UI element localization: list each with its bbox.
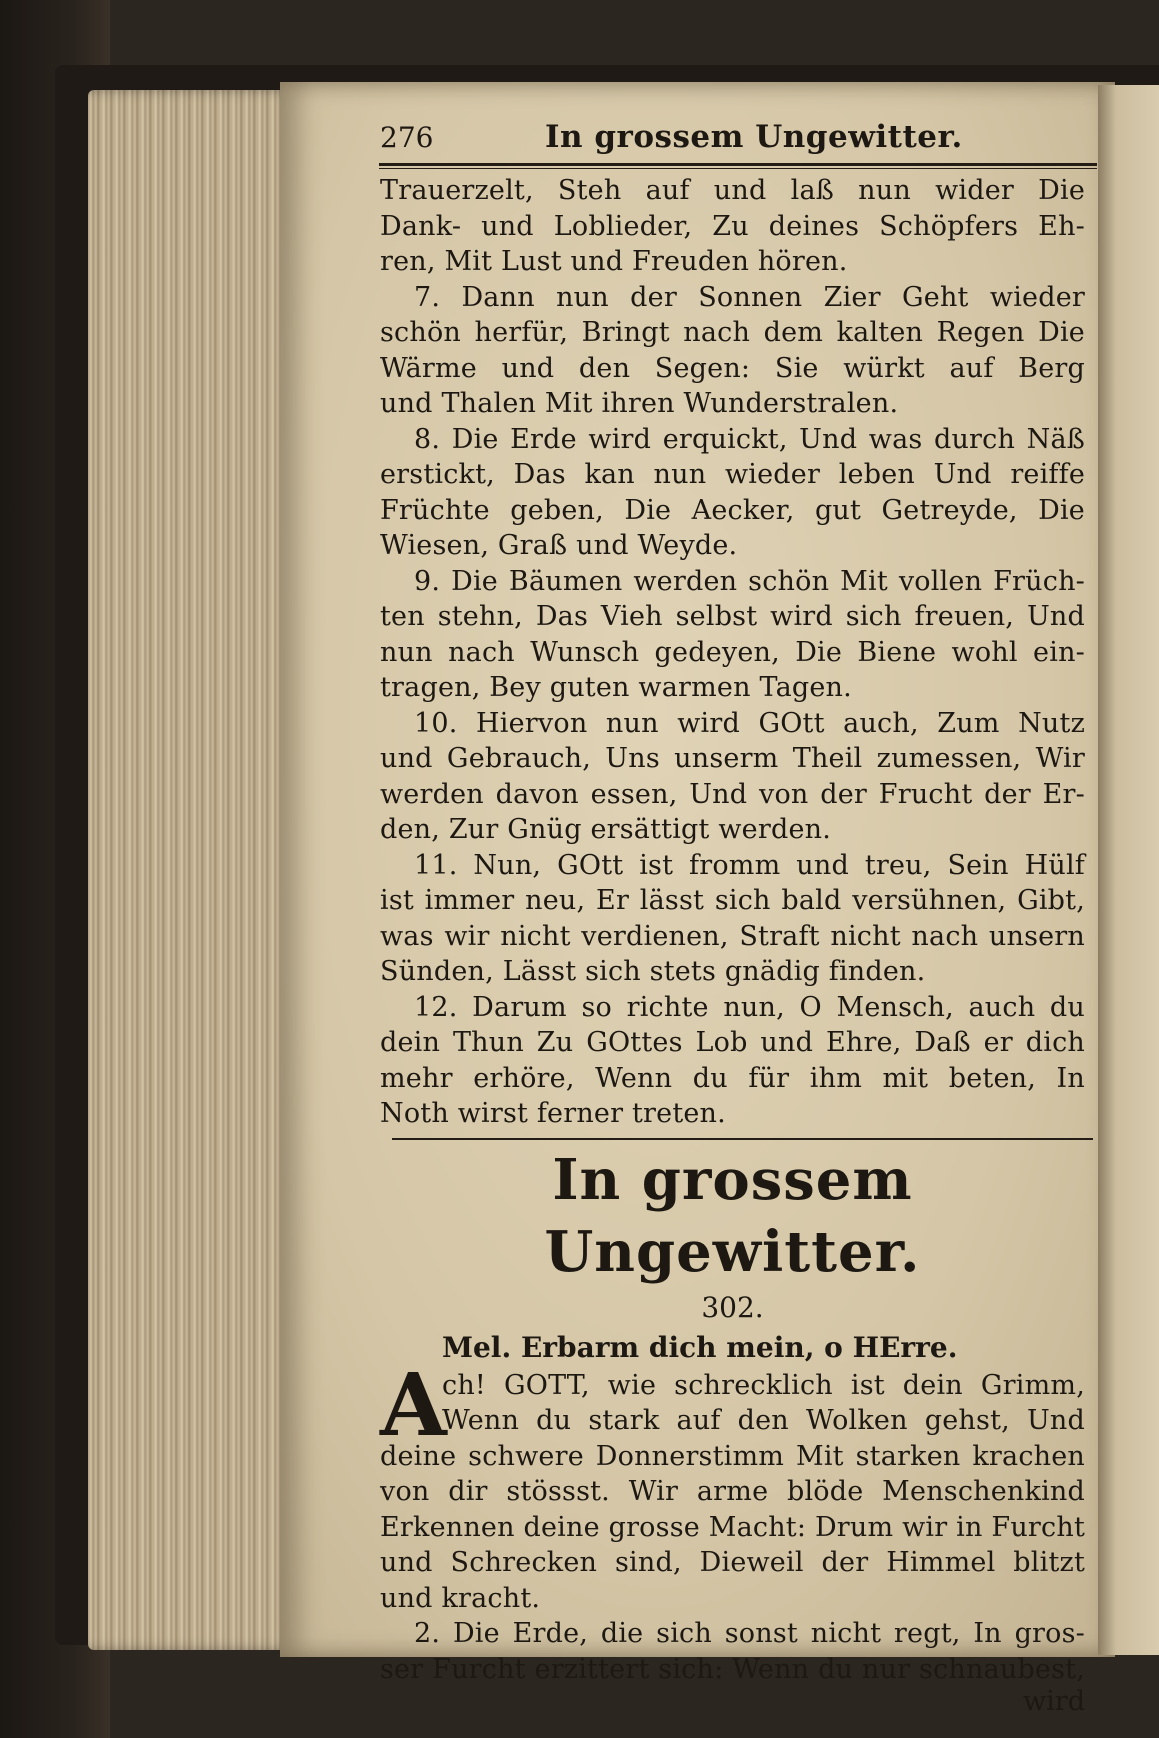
text-line: schön herfür, Bringt nach dem kalten Regen Die: [380, 317, 1085, 348]
text-line: Früchte geben, Die Aecker, gut Getreyde, Die: [380, 494, 1085, 526]
text-line: Trauerzelt, Steh auf und laß nun wider Die: [380, 175, 1085, 206]
stanza-start-line: 9. Die Bäumen werden schön Mit vollen Früch-: [414, 565, 1085, 597]
text-line: ser Furcht erzittert sich: Wenn du nur schnaubest,: [380, 1653, 1085, 1685]
running-head: In grossem Ungewitter.: [545, 119, 963, 155]
text-line: ren, Mit Lust und Freuden hören.: [380, 246, 848, 277]
text-line: was wir nicht verdienen, Straft nicht nach unsern: [380, 920, 1085, 952]
drop-cap: A: [380, 1354, 447, 1456]
text-line: tragen, Bey guten warmen Tagen.: [380, 672, 852, 703]
hymn-title: In grossem Ungewitter.: [544, 1146, 921, 1285]
stanza-start-line: 2. Die Erde, die sich sonst nicht regt, In gros-: [414, 1618, 1085, 1649]
text-line: und kracht.: [380, 1582, 541, 1614]
catchword: wird: [1023, 1686, 1085, 1717]
stanza-start-line: 8. Die Erde wird erquickt, Und was durch Näß: [414, 423, 1085, 455]
text-line: ch! GOTT, wie schrecklich ist dein Grimm,: [442, 1369, 1085, 1401]
text-line: ist immer neu, Er lässt sich bald versühnen, Gibt,: [380, 885, 1085, 916]
text-line: und Gebrauch, Uns unserm Theil zumessen, Wir: [380, 743, 1085, 774]
text-line: von dir stössst. Wir arme blöde Menschenkind: [380, 1476, 1085, 1507]
previous-hymn: [380, 173, 1085, 1132]
text-line: mehr erhöre, Wenn du für ihm mit beten, In: [380, 1062, 1085, 1094]
text-line: nun nach Wunsch gedeyen, Die Biene wohl ein-: [380, 636, 1085, 668]
text-line: ten stehn, Das Vieh selbst wird sich freuen, Und: [380, 601, 1085, 632]
hymn-number: 302.: [701, 1290, 764, 1324]
text-line: Sünden, Lässt sich stets gnädig finden.: [380, 956, 926, 987]
text-line: den, Zur Gnüg ersättigt werden.: [380, 814, 831, 845]
text-line: und Schrecken sind, Dieweil der Himmel blitzt: [380, 1547, 1085, 1578]
header-rule: [379, 163, 1097, 169]
text-line: Erkennen deine grosse Macht: Drum wir in Furcht: [380, 1511, 1085, 1543]
text-line: Noth wirst ferner treten.: [380, 1098, 726, 1129]
stanza-start-line: 12. Darum so richte nun, O Mensch, auch du: [414, 991, 1085, 1023]
first-stanza: [380, 1354, 1085, 1688]
text-line: Wärme und den Segen: Sie würkt auf Berg: [380, 352, 1085, 384]
text-line: Dank- und Loblieder, Zu deines Schöpfers Eh-: [380, 210, 1085, 242]
text-line: werden davon essen, Und von der Frucht der Er-: [380, 778, 1085, 810]
text-line: und Thalen Mit ihren Wunderstralen.: [380, 388, 899, 419]
text-line: deine schwere Donnerstimm Mit starken krachen: [380, 1440, 1085, 1472]
page-text: [380, 115, 1085, 1717]
text-line: Wiesen, Graß und Weyde.: [380, 530, 738, 561]
page-header: [380, 115, 1085, 163]
text-line: Wenn du stark auf den Wolken gehst, Und: [442, 1405, 1085, 1436]
text-line: dein Thun Zu GOttes Lob und Ehre, Daß er dich: [380, 1027, 1085, 1058]
next-page-edge: [1098, 85, 1159, 1655]
stanza-start-line: 10. Hiervon nun wird GOtt auch, Zum Nutz: [414, 707, 1085, 739]
stanza-start-line: 11. Nun, GOtt ist fromm und treu, Sein Hülf: [414, 849, 1085, 881]
melody-line: Mel. Erbarm dich mein, o HErre.: [442, 1330, 958, 1364]
stanza-start-line: 7. Dann nun der Sonnen Zier Geht wieder: [414, 281, 1085, 313]
page-edges: [88, 90, 293, 1650]
page-number: 276: [380, 121, 434, 154]
section-separator: [392, 1138, 1093, 1140]
text-line: erstickt, Das kan nun wieder leben Und reiffe: [380, 459, 1085, 490]
